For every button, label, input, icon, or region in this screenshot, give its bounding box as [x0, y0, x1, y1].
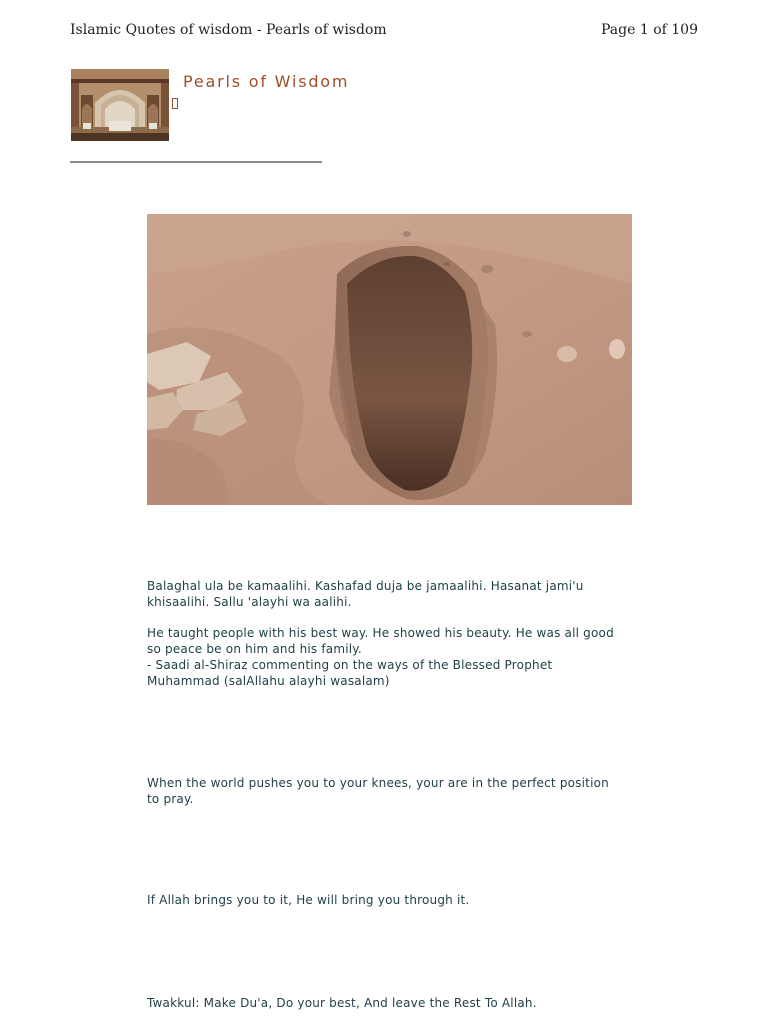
- quote-paragraph: Twakkul: Make Du'a, Do your best, And leave the Rest To Allah.: [147, 996, 537, 1010]
- missing-glyph-icon: [172, 98, 178, 109]
- document-title: Islamic Quotes of wisdom - Pearls of wisdom: [70, 22, 387, 38]
- grave-photo: [147, 214, 632, 505]
- quote-block: [147, 995, 617, 1011]
- header-divider: [70, 161, 322, 163]
- page-number: Page 1 of 109: [601, 22, 698, 38]
- site-title: Pearls of Wisdom: [183, 72, 350, 91]
- quote-paragraph: He taught people with his best way. He showed his beauty. He was all good so peace be on him and his family. - Saadi al-Shiraz commenting on the ways of the Blessed Prophet Muhammad (salAllahu alayhi wasalam): [147, 626, 614, 688]
- quote-paragraph: If Allah brings you to it, He will bring you through it.: [147, 893, 470, 907]
- quote-block: [147, 775, 617, 807]
- quote-block: [147, 892, 617, 908]
- quote-block: [147, 578, 617, 689]
- quote-paragraph: Balaghal ula be kamaalihi. Kashafad duja be jamaalihi. Hasanat jami'u khisaalihi. Sallu 'alayhi wa aalihi.: [147, 579, 584, 609]
- ornate-archway-icon: [71, 69, 169, 141]
- quote-paragraph: When the world pushes you to your knees, your are in the perfect position to pray.: [147, 776, 609, 806]
